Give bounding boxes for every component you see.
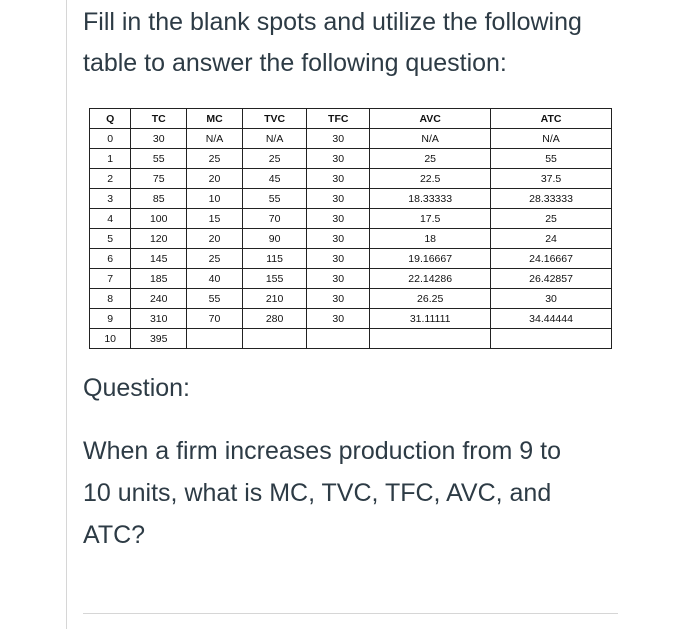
cell-q: 6 (90, 249, 131, 269)
cell-tc: 185 (131, 269, 187, 289)
cell-atc: 26.42857 (491, 269, 612, 289)
table-row (90, 129, 612, 149)
cell-tvc: 280 (242, 309, 306, 329)
cell-mc: 25 (187, 249, 243, 269)
cell-tc: 395 (131, 329, 187, 349)
header-mc: MC (187, 109, 243, 129)
table-body (90, 129, 612, 349)
cell-mc: 40 (187, 269, 243, 289)
cell-q: 9 (90, 309, 131, 329)
cell-tvc: 115 (242, 249, 306, 269)
header-tvc: TVC (242, 109, 306, 129)
cell-avc: 18 (370, 229, 491, 249)
cell-mc: 25 (187, 149, 243, 169)
instructions-line-1: Fill in the blank spots and utilize the following (83, 8, 582, 36)
cell-q: 0 (90, 129, 131, 149)
header-q: Q (90, 109, 131, 129)
cell-atc: 34.44444 (491, 309, 612, 329)
cell-avc: 25 (370, 149, 491, 169)
cell-tc: 55 (131, 149, 187, 169)
cell-tc: 100 (131, 209, 187, 229)
cell-avc: 26.25 (370, 289, 491, 309)
cell-tfc: 30 (307, 149, 370, 169)
header-atc: ATC (491, 109, 612, 129)
table-row (90, 229, 612, 249)
cell-avc: 19.16667 (370, 249, 491, 269)
cell-tvc: 155 (242, 269, 306, 289)
cell-mc: 10 (187, 189, 243, 209)
question-line-3: ATC? (83, 521, 146, 549)
cell-tc: 240 (131, 289, 187, 309)
bottom-divider (83, 613, 618, 614)
cell-tc: 120 (131, 229, 187, 249)
cell-atc (491, 329, 612, 349)
cell-mc: 20 (187, 169, 243, 189)
instructions-line-2: table to answer the following question: (83, 49, 507, 77)
cell-tvc (242, 329, 306, 349)
cell-avc: 18.33333 (370, 189, 491, 209)
content-left-border (66, 0, 67, 629)
cell-q: 10 (90, 329, 131, 349)
cell-tc: 30 (131, 129, 187, 149)
table-row (90, 149, 612, 169)
cell-mc: 15 (187, 209, 243, 229)
question-text (83, 430, 643, 556)
cell-tfc: 30 (307, 189, 370, 209)
cell-tc: 145 (131, 249, 187, 269)
question-line-1: When a firm increases production from 9 to (83, 437, 561, 465)
cell-tfc: 30 (307, 269, 370, 289)
cell-atc: 30 (491, 289, 612, 309)
cell-tvc: 70 (242, 209, 306, 229)
cell-atc: 25 (491, 209, 612, 229)
cell-avc: 22.14286 (370, 269, 491, 289)
cell-q: 3 (90, 189, 131, 209)
cell-mc: 20 (187, 229, 243, 249)
cell-tfc: 30 (307, 249, 370, 269)
cell-tfc: 30 (307, 129, 370, 149)
instructions-text (83, 2, 643, 84)
cell-q: 8 (90, 289, 131, 309)
cell-q: 4 (90, 209, 131, 229)
cell-mc: N/A (187, 129, 243, 149)
cell-tfc: 30 (307, 209, 370, 229)
cell-tvc: 90 (242, 229, 306, 249)
cell-atc: 24 (491, 229, 612, 249)
cell-q: 2 (90, 169, 131, 189)
cell-mc (187, 329, 243, 349)
cell-avc: 17.5 (370, 209, 491, 229)
cell-atc: 28.33333 (491, 189, 612, 209)
table-row (90, 209, 612, 229)
cell-avc: 31.11111 (370, 309, 491, 329)
cell-tfc: 30 (307, 169, 370, 189)
table-row (90, 249, 612, 269)
question-line-2: 10 units, what is MC, TVC, TFC, AVC, and (83, 479, 552, 507)
header-tfc: TFC (307, 109, 370, 129)
table-row (90, 269, 612, 289)
table-row (90, 309, 612, 329)
cell-atc: 37.5 (491, 169, 612, 189)
cell-q: 5 (90, 229, 131, 249)
cell-tvc: 55 (242, 189, 306, 209)
cell-tvc: 210 (242, 289, 306, 309)
cell-mc: 55 (187, 289, 243, 309)
cell-mc: 70 (187, 309, 243, 329)
cell-avc: N/A (370, 129, 491, 149)
cell-tfc: 30 (307, 229, 370, 249)
cell-atc: 55 (491, 149, 612, 169)
cell-tfc: 30 (307, 289, 370, 309)
header-avc: AVC (370, 109, 491, 129)
cell-atc: N/A (491, 129, 612, 149)
cell-tc: 85 (131, 189, 187, 209)
table-header-row (90, 109, 612, 129)
table-row (90, 189, 612, 209)
cell-avc (370, 329, 491, 349)
cell-atc: 24.16667 (491, 249, 612, 269)
cell-avc: 22.5 (370, 169, 491, 189)
cell-tvc: 25 (242, 149, 306, 169)
table-row (90, 169, 612, 189)
cell-tc: 75 (131, 169, 187, 189)
cost-table (89, 108, 612, 349)
question-heading: Question: (83, 374, 191, 402)
cell-tfc: 30 (307, 309, 370, 329)
cell-q: 1 (90, 149, 131, 169)
cell-tc: 310 (131, 309, 187, 329)
header-tc: TC (131, 109, 187, 129)
cell-q: 7 (90, 269, 131, 289)
cell-tfc (307, 329, 370, 349)
table-row (90, 289, 612, 309)
cell-tvc: N/A (242, 129, 306, 149)
cell-tvc: 45 (242, 169, 306, 189)
table-row (90, 329, 612, 349)
